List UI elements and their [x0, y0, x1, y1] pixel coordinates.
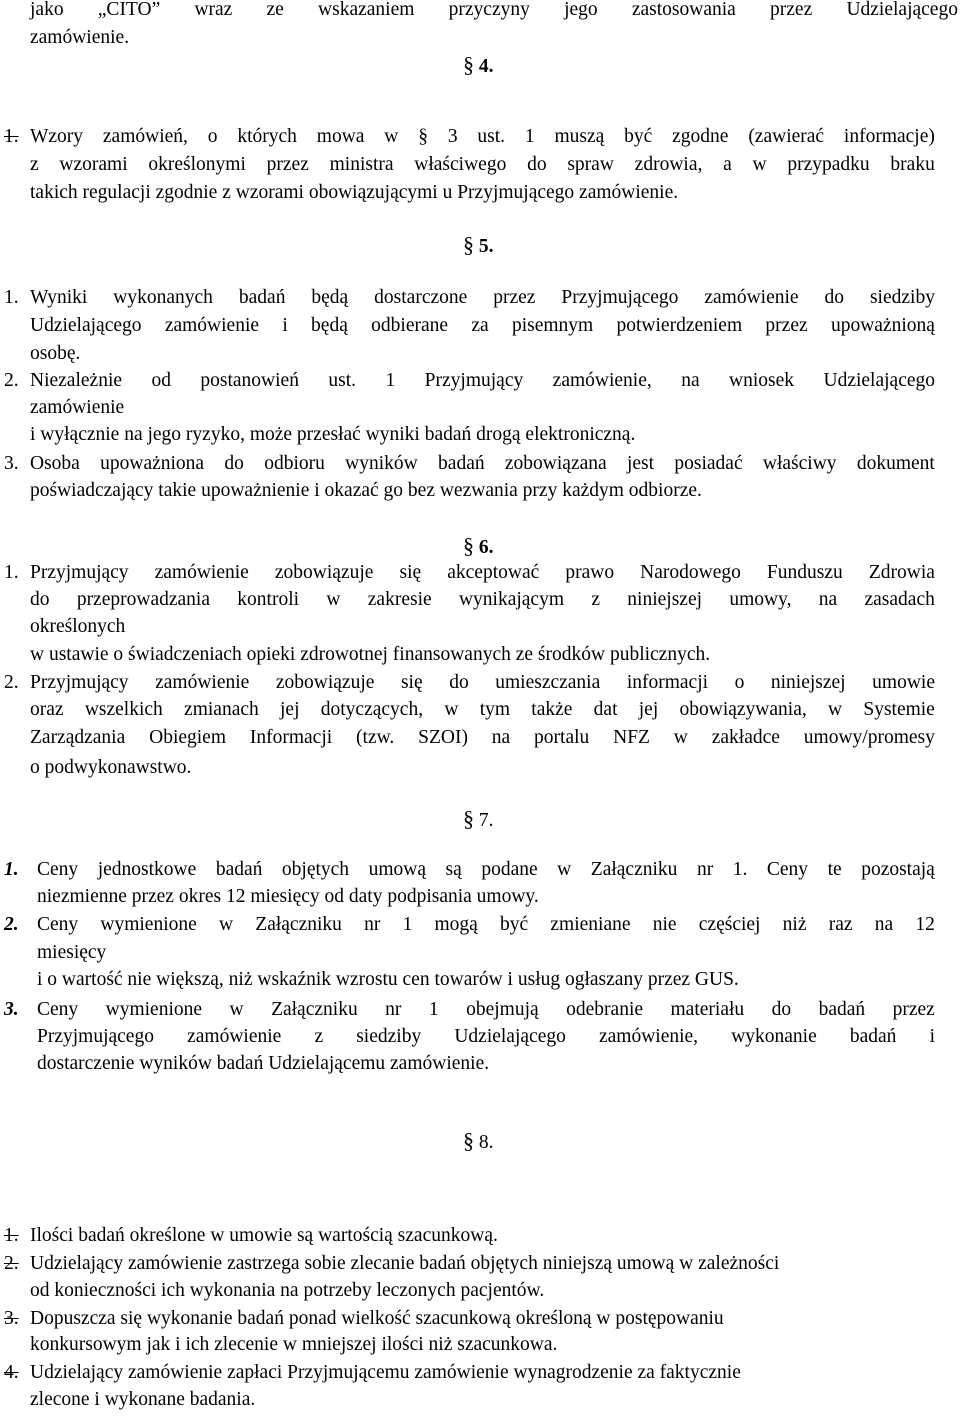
point-number: 2.: [4, 1253, 19, 1274]
word: wniosek: [729, 370, 795, 391]
word: do: [771, 999, 792, 1020]
section-sign: §: [463, 533, 474, 558]
word: i: [929, 1026, 935, 1047]
word: także: [531, 699, 573, 720]
word: są: [445, 859, 462, 880]
word: akceptować: [447, 562, 540, 583]
intro-word: wraz: [194, 0, 233, 20]
word: w: [384, 126, 399, 147]
point-number: 2.: [4, 914, 19, 935]
intro-line: [30, 0, 958, 20]
point-text-line: [30, 454, 935, 474]
word: informacje): [843, 126, 935, 147]
word: badań: [818, 999, 866, 1020]
word: obejmują: [466, 999, 539, 1020]
point-text-line: [30, 590, 935, 610]
word: Systemie: [863, 699, 935, 720]
word: oraz: [30, 699, 64, 720]
word: niż: [782, 914, 807, 935]
word: do: [224, 453, 244, 474]
point-number: 1.: [4, 562, 19, 583]
word: umowy,: [729, 589, 792, 610]
word: Przyjmujący: [424, 370, 524, 391]
word: przeprowadzania: [76, 589, 210, 610]
section-heading: [463, 535, 494, 558]
point-text-line: w ustawie o świadczeniach opieki zdrowotnej finansowanych ze środków publicznych.: [30, 644, 711, 665]
word: Ceny: [37, 999, 79, 1020]
word: ministra: [329, 154, 394, 175]
word: materiału: [670, 999, 745, 1020]
point-number: 1.: [4, 859, 19, 880]
point-text-line: zlecone i wykonane badania.: [30, 1389, 256, 1410]
word: portalu: [534, 727, 590, 748]
word: 1: [402, 914, 413, 935]
word: prawo: [565, 562, 615, 583]
word: w: [229, 999, 244, 1020]
word: w: [444, 699, 459, 720]
word: Załączniku: [255, 914, 342, 935]
word: muszą: [554, 126, 605, 147]
word: nie: [652, 914, 677, 935]
word: kontroli: [237, 589, 300, 610]
word: będą: [311, 315, 348, 336]
word: zamówienie: [187, 1026, 282, 1047]
point-number: 1.: [4, 287, 19, 308]
point-text-line: Udzielający zamówienie zastrzega sobie zlecanie badań objętych niniejszą umową w zależności: [30, 1253, 780, 1274]
word: będą: [311, 287, 349, 308]
word: dokument: [856, 453, 935, 474]
intro-word: Udzielającego: [846, 0, 958, 20]
word: umowie: [872, 672, 935, 693]
point-text-line: zamówienie: [30, 397, 125, 418]
word: badań: [238, 287, 286, 308]
word: od: [151, 370, 171, 391]
section-number: 8.: [478, 1132, 494, 1153]
word: ust.: [477, 126, 506, 147]
word: NFZ: [613, 727, 650, 748]
word: jest: [626, 453, 655, 474]
word: badań: [438, 453, 485, 474]
point-number: 1.: [4, 126, 19, 147]
word: wykonanych: [113, 287, 213, 308]
point-number: 2.: [4, 370, 19, 391]
point-text-line: Udzielający zamówienie zapłaci Przyjmującemu zamówienie wynagrodzenie za faktycznie: [30, 1362, 741, 1383]
word: jednostkowe: [97, 859, 197, 880]
word: w: [557, 859, 572, 880]
word: upoważnioną: [830, 315, 935, 336]
word: spraw: [567, 154, 614, 175]
word: wykonanie: [731, 1026, 817, 1047]
word: umieszczania: [495, 672, 601, 693]
word: przez: [892, 999, 935, 1020]
point-text-line: [30, 673, 935, 693]
word: na: [818, 589, 838, 610]
section-heading: [463, 1130, 494, 1153]
word: odbioru: [264, 453, 325, 474]
word: zasadach: [864, 589, 935, 610]
word: Udzielającego: [823, 370, 935, 391]
word: zamówienie: [155, 672, 250, 693]
point-text-line: [37, 860, 935, 880]
word: jej: [280, 699, 300, 720]
word: a: [723, 154, 732, 175]
point-text-line: określonych: [30, 616, 126, 637]
word: umową: [368, 859, 426, 880]
point-text-line: [37, 1000, 935, 1020]
word: Funduszu: [766, 562, 843, 583]
word: przez: [266, 154, 309, 175]
word: Udzielającego: [30, 315, 142, 336]
word: na: [681, 370, 700, 391]
word: badań: [215, 859, 263, 880]
word: upoważniona: [100, 453, 205, 474]
word: mogą: [434, 914, 478, 935]
word: Wyniki: [30, 287, 88, 308]
section-sign: §: [463, 806, 474, 831]
word: do: [527, 154, 547, 175]
section-heading: [463, 808, 494, 831]
word: wymienione: [100, 914, 197, 935]
word: zobowiązana: [504, 453, 607, 474]
point-number: 2.: [4, 672, 19, 693]
word: nr: [385, 999, 402, 1020]
word: Przyjmującego: [561, 287, 679, 308]
section-heading: [463, 234, 494, 257]
word: 1: [428, 999, 439, 1020]
intro-word: „CITO”: [97, 0, 161, 20]
word: zamówień,: [102, 126, 188, 147]
word: informacji: [626, 672, 709, 693]
point-text-line: konkursowym jak i ich zlecenie w mniejszej ilości niż szacunkowa.: [30, 1334, 558, 1355]
word: tym: [479, 699, 511, 720]
point-text-line: [30, 700, 935, 720]
word: jej: [638, 699, 659, 720]
word: Ceny: [37, 859, 79, 880]
word: zakładce: [711, 727, 780, 748]
word: określonymi: [148, 154, 246, 175]
word: zamówienie: [154, 562, 249, 583]
point-text-line: takich regulacji zgodnie z wzorami obowiązującymi u Przyjmującego zamówienie.: [30, 182, 679, 203]
word: Przyjmującego: [37, 1026, 154, 1047]
word: Obiegiem: [149, 727, 227, 748]
word: 1: [524, 126, 535, 147]
word: o: [207, 126, 218, 147]
word: zamówienie: [164, 315, 260, 336]
word: umowy/promesy: [803, 727, 935, 748]
word: niniejszej: [627, 589, 703, 610]
word: obowiązywania,: [679, 699, 807, 720]
word: do: [30, 589, 50, 610]
section-number: 7.: [478, 810, 494, 831]
point-text-line: [37, 915, 935, 935]
word: być: [500, 914, 529, 935]
word: pisemnym: [511, 315, 594, 336]
word: odebranie: [566, 999, 644, 1020]
word: z: [591, 589, 600, 610]
point-text-line: o podwykonawstwo.: [30, 757, 192, 778]
word: niniejszej: [770, 672, 846, 693]
word: i: [282, 315, 288, 336]
word: zakresie: [367, 589, 432, 610]
point-text-line: Dopuszcza się wykonanie badań ponad wielkość szacunkową określoną w postępowaniu: [30, 1308, 724, 1329]
section-heading: [463, 54, 494, 77]
point-number: 3.: [4, 453, 19, 474]
word: te: [827, 859, 842, 880]
word: których: [237, 126, 297, 147]
word: do: [449, 672, 469, 693]
point-number: 1.: [4, 1225, 19, 1246]
point-text-line: [30, 127, 935, 147]
word: ust.: [328, 370, 357, 391]
word: być: [624, 126, 653, 147]
word: zamówienie,: [552, 370, 652, 391]
point-text-line: od konieczności ich wykonania na potrzeby leczonych pacjentów.: [30, 1280, 545, 1301]
point-text-line: niezmienne przez okres 12 miesięcy od daty podpisania umowy.: [37, 886, 539, 907]
word: §: [418, 126, 428, 147]
word: raz: [828, 914, 853, 935]
intro-word: jego: [564, 0, 598, 20]
word: Zarządzania: [30, 727, 126, 748]
intro-word: wskazaniem: [318, 0, 415, 20]
word: Załączniku: [271, 999, 358, 1020]
word: wynikającym: [458, 589, 565, 610]
point-text-line: i wyłącznie na jego ryzyko, może przesłać wyniki badań drogą elektroniczną.: [30, 424, 636, 445]
word: potwierdzeniem: [616, 315, 743, 336]
word: wszelkich: [84, 699, 163, 720]
word: Załączniku: [590, 859, 678, 880]
word: do: [824, 287, 845, 308]
word: wzorami: [59, 154, 128, 175]
word: Niezależnie: [30, 370, 123, 391]
word: Informacji: [249, 727, 333, 748]
word: wyników: [345, 453, 418, 474]
point-number: 3.: [4, 999, 19, 1020]
word: za: [471, 315, 489, 336]
point-text-line: [30, 563, 935, 583]
word: zmieniane: [550, 914, 631, 935]
word: podane: [481, 859, 538, 880]
word: w: [673, 727, 688, 748]
word: Ceny: [766, 859, 809, 880]
word: (tzw.: [356, 727, 395, 748]
word: odbierane: [371, 315, 449, 336]
section-sign: §: [463, 52, 474, 77]
word: przez: [765, 315, 808, 336]
point-text-line: dostarczenie wyników badań Udzielającemu zamówienie.: [37, 1053, 490, 1074]
word: zdrowia,: [634, 154, 703, 175]
intro-word: przyczyny: [448, 0, 530, 20]
word: pozostają: [861, 859, 935, 880]
point-text-line: [37, 1027, 935, 1047]
word: 12: [915, 914, 935, 935]
word: Wzory: [30, 126, 84, 147]
word: przypadku: [787, 154, 870, 175]
word: postanowień: [200, 370, 299, 391]
point-text-line: osobę.: [30, 343, 81, 364]
word: właściwy: [762, 453, 837, 474]
word: nr: [364, 914, 381, 935]
word: dotyczących,: [320, 699, 424, 720]
word: na: [491, 727, 511, 748]
word: się: [400, 672, 423, 693]
point-text-line: [30, 728, 935, 748]
word: Przyjmujący: [30, 562, 129, 583]
section-number: 4.: [478, 56, 494, 77]
word: zgodne: [672, 126, 729, 147]
word: Udzielającego: [454, 1026, 566, 1047]
word: 1.: [732, 859, 748, 880]
word: zobowiązuje: [274, 562, 374, 583]
point-text-line: Ilości badań określone w umowie są wartością szacunkową.: [30, 1225, 498, 1246]
word: SZOI): [418, 727, 468, 748]
word: badań: [849, 1026, 897, 1047]
word: wymienione: [105, 999, 203, 1020]
word: zmianach: [184, 699, 259, 720]
word: się: [399, 562, 422, 583]
intro-word: przez: [770, 0, 813, 20]
point-text-line: [30, 288, 935, 308]
word: właściwego: [414, 154, 507, 175]
word: zamówienie: [704, 287, 799, 308]
word: częściej: [698, 914, 761, 935]
word: z: [314, 1026, 324, 1047]
word: 3: [447, 126, 458, 147]
word: posiadać: [674, 453, 743, 474]
intro-word: ze: [266, 0, 284, 20]
word: siedziby: [869, 287, 935, 308]
point-number: 4.: [4, 1362, 19, 1383]
point-text-line: [30, 371, 935, 391]
word: w: [218, 914, 234, 935]
word: braku: [890, 154, 935, 175]
word: z: [30, 154, 39, 175]
point-text-line: [30, 155, 935, 175]
word: Ceny: [37, 914, 79, 935]
intro-word: zastosowania: [631, 0, 736, 20]
word: nr: [696, 859, 714, 880]
word: Narodowego: [640, 562, 741, 583]
word: dostarczone: [374, 287, 468, 308]
section-sign: §: [463, 232, 474, 257]
word: Zdrowia: [868, 562, 935, 583]
word: o: [734, 672, 745, 693]
word: w: [828, 699, 843, 720]
word: 1: [385, 370, 396, 391]
word: zobowiązuje: [275, 672, 375, 693]
intro-word: jako: [30, 0, 64, 20]
section-number: 5.: [478, 236, 494, 257]
word: objętych: [281, 859, 350, 880]
word: w: [752, 154, 767, 175]
point-text-line: i o wartość nie większą, niż wskaźnik wzrostu cen towarów i usług ogłaszany przez GUS.: [37, 969, 739, 990]
intro-line: zamówienie.: [30, 27, 130, 48]
word: Osoba: [30, 453, 80, 474]
word: (zawierać: [748, 126, 825, 147]
point-text-line: miesięcy: [37, 942, 107, 963]
section-sign: §: [463, 1128, 474, 1153]
section-number: 6.: [478, 537, 494, 558]
word: dat: [593, 699, 618, 720]
word: siedziby: [356, 1026, 422, 1047]
word: mowa: [316, 126, 365, 147]
word: przez: [493, 287, 536, 308]
word: w: [326, 589, 341, 610]
word: zamówienie,: [598, 1026, 699, 1047]
point-text-line: [30, 316, 935, 336]
point-text-line: poświadczający takie upoważnienie i okazać go bez wezwania przy każdym odbiorze.: [30, 480, 702, 501]
point-number: 3.: [4, 1308, 19, 1329]
word: na: [874, 914, 894, 935]
word: Przyjmujący: [30, 672, 129, 693]
